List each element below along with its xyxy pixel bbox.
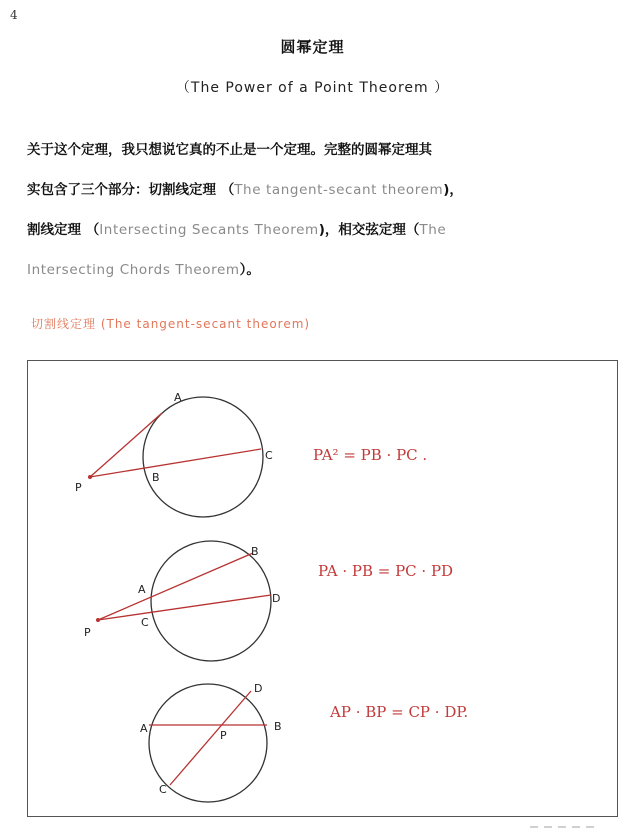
theorem-name-en: The bbox=[419, 222, 447, 238]
formula-3: AP · BP = CP · DP. bbox=[330, 703, 469, 721]
paragraph-line-2 bbox=[27, 181, 607, 200]
theorem-name-en: Intersecting Secants Theorem bbox=[99, 222, 319, 238]
circle-1 bbox=[143, 397, 263, 517]
label-a: A bbox=[140, 722, 148, 735]
point-p bbox=[88, 475, 92, 479]
label-b: B bbox=[274, 720, 282, 733]
label-b: B bbox=[251, 545, 259, 558]
figure-intersecting-chords bbox=[140, 682, 468, 802]
section-heading: 切割线定理 (The tangent-secant theorem) bbox=[31, 317, 311, 331]
label-d: D bbox=[254, 682, 263, 695]
label-p: P bbox=[220, 729, 227, 742]
page-title: 圆幂定理 bbox=[280, 38, 345, 56]
theorem-name-en: Intersecting Chords Theorem bbox=[27, 262, 240, 278]
paragraph-text: )，相交弦定理（ bbox=[318, 222, 420, 238]
theorem-diagrams bbox=[28, 361, 617, 816]
paragraph-line-3 bbox=[27, 221, 607, 240]
chord-cd bbox=[170, 691, 251, 785]
label-c: C bbox=[141, 616, 149, 629]
paragraph-text: 实包含了三个部分：切割线定理 （ bbox=[27, 182, 235, 198]
page-subtitle: （The Power of a Point Theorem ） bbox=[175, 80, 450, 96]
paragraph-line-1 bbox=[27, 141, 607, 160]
label-p: P bbox=[84, 626, 91, 639]
secant-line bbox=[90, 449, 261, 477]
circle-3 bbox=[149, 684, 267, 802]
page-number: 4 bbox=[10, 8, 18, 22]
watermark-dashes bbox=[530, 813, 610, 817]
label-a: A bbox=[138, 583, 146, 596]
circle-2 bbox=[151, 541, 271, 661]
label-a: A bbox=[174, 391, 182, 404]
formula-2: PA · PB = PC · PD bbox=[318, 562, 454, 580]
paragraph-text: )， bbox=[443, 182, 463, 198]
point-p bbox=[96, 618, 100, 622]
diagram-figure bbox=[27, 360, 618, 817]
paragraph-line-4 bbox=[27, 261, 607, 280]
label-c: C bbox=[159, 783, 167, 796]
label-d: D bbox=[272, 592, 281, 605]
paragraph-text: ）。 bbox=[239, 262, 260, 278]
label-p: P bbox=[75, 481, 82, 494]
label-c: C bbox=[265, 449, 273, 462]
paragraph-text: 关于这个定理，我只想说它真的不止是一个定理。完整的圆幂定理其 bbox=[27, 142, 432, 158]
figure-intersecting-secants bbox=[84, 541, 453, 661]
secant-line-2 bbox=[98, 595, 271, 620]
formula-1: PA² = PB · PC . bbox=[313, 446, 428, 464]
figure-tangent-secant bbox=[75, 391, 427, 517]
label-b: B bbox=[152, 471, 160, 484]
theorem-name-en: The tangent-secant theorem bbox=[234, 182, 444, 198]
secant-line-1 bbox=[98, 553, 253, 620]
paragraph-text: 割线定理 （ bbox=[27, 222, 100, 238]
